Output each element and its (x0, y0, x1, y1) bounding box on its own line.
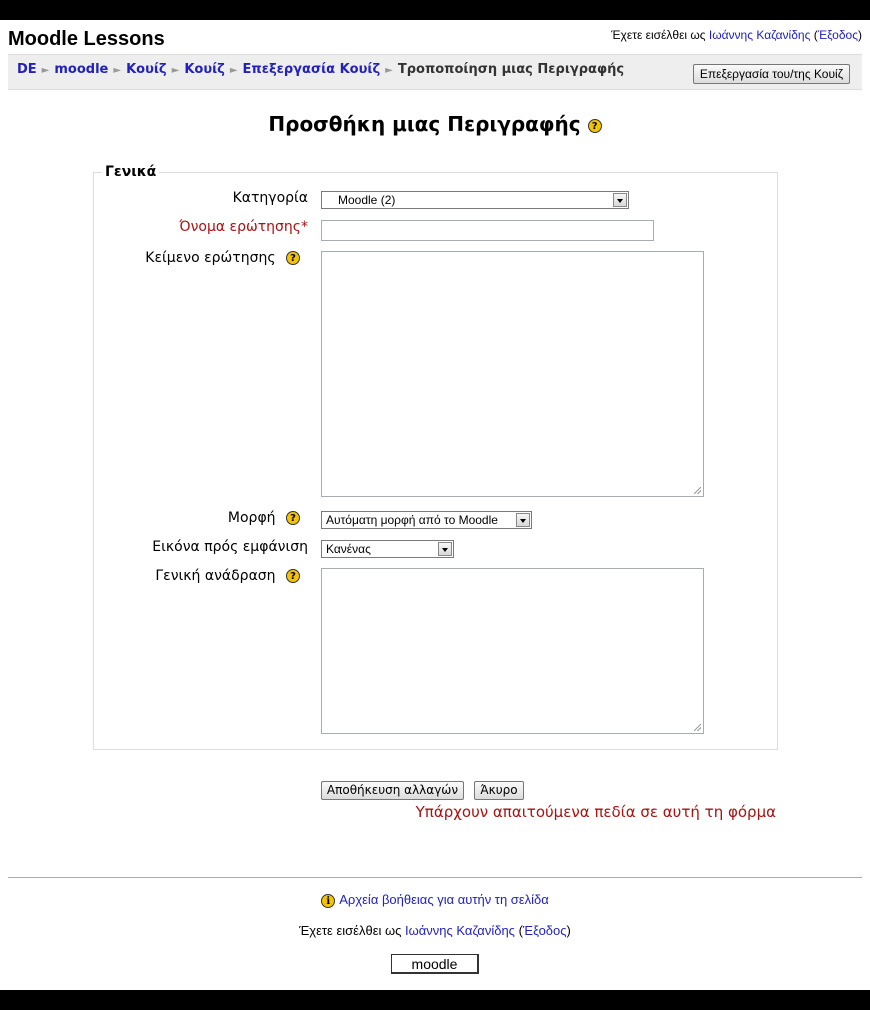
question-mark-icon[interactable]: ? (286, 569, 300, 583)
question-text-label (145, 250, 300, 266)
question-mark-icon[interactable]: ? (286, 251, 300, 265)
page-title (0, 112, 870, 136)
question-text-area[interactable] (321, 251, 704, 497)
login-info-bottom (0, 923, 870, 938)
login-info-top (611, 28, 862, 42)
breadcrumb-current: Τροποποίηση μιας Περιγραφής (397, 62, 625, 77)
info-icon: i (321, 894, 335, 908)
breadcrumb-quiz-list[interactable]: Κουίζ (126, 62, 167, 77)
breadcrumb-separator-icon: ► (385, 65, 393, 76)
category-label: Κατηγορία (232, 190, 308, 206)
general-feedback-area[interactable] (321, 568, 704, 734)
logout-open: ( (810, 28, 818, 42)
breadcrumb-edit-quiz[interactable]: Επεξεργασία Κουίζ (242, 62, 381, 77)
chevron-down-icon (516, 513, 530, 527)
breadcrumb-separator-icon: ► (229, 65, 238, 76)
breadcrumb-separator-icon: ► (41, 65, 50, 76)
breadcrumb-de[interactable]: DE (17, 62, 37, 77)
general-feedback-label-text: Γενική ανάδραση (155, 568, 276, 584)
navbar (8, 54, 862, 90)
resize-grip-icon[interactable] (694, 487, 701, 494)
chevron-down-icon (438, 542, 452, 556)
breadcrumb-moodle[interactable]: moodle (54, 62, 109, 77)
home-button[interactable]: moodle (391, 954, 479, 974)
logout-close: ) (858, 28, 862, 42)
question-text-label-text: Κείμενο ερώτησης (145, 250, 276, 266)
format-select-value: Αυτόματη μορφή από το Moodle (326, 513, 498, 527)
cancel-button[interactable]: Άκυρο (474, 781, 524, 800)
footer-logout-close: ) (566, 923, 571, 938)
site-title: Moodle Lessons (8, 28, 165, 50)
resize-grip-icon[interactable] (694, 724, 701, 731)
required-fields-note: Υπάρχουν απαιτούμενα πεδία σε αυτή τη φόρμα (415, 803, 776, 821)
breadcrumb-separator-icon: ► (171, 65, 180, 76)
footer-logout-open: ( (514, 923, 523, 938)
edit-quiz-button[interactable]: Επεξεργασία του/της Κουίζ (693, 64, 850, 84)
breadcrumb-quiz[interactable]: Κουίζ (184, 62, 225, 77)
image-select[interactable] (321, 540, 454, 558)
format-label-text: Μορφή (227, 510, 276, 526)
format-select[interactable] (321, 511, 532, 529)
login-prefix: Έχετε εισέλθει ως (611, 28, 709, 42)
user-name-link[interactable]: Ιωάννης Καζανίδης (708, 28, 811, 42)
general-legend: Γενικά (105, 164, 157, 180)
page-title-text: Προσθήκη μιας Περιγραφής (268, 112, 581, 136)
breadcrumb-separator-icon: ► (113, 65, 122, 76)
save-changes-button[interactable]: Αποθήκευση αλλαγών (321, 781, 464, 800)
image-label: Εικόνα πρός εμφάνιση (152, 539, 308, 555)
page (0, 20, 870, 990)
footer-user-name-link[interactable]: Ιωάννης Καζανίδης (405, 923, 515, 938)
image-select-value: Κανένας (326, 542, 371, 556)
breadcrumb (17, 62, 624, 77)
question-mark-icon[interactable]: ? (588, 119, 602, 133)
question-mark-icon[interactable]: ? (286, 511, 300, 525)
logout-link[interactable]: Έξοδος (817, 28, 858, 42)
category-select-value: Moodle (2) (338, 193, 396, 207)
question-name-input[interactable] (321, 220, 654, 241)
help-docs (0, 892, 870, 908)
question-name-label: Όνομα ερώτησης* (179, 219, 308, 235)
format-label (228, 510, 300, 526)
general-feedback-label (155, 568, 300, 584)
footer-login-prefix: Έχετε εισέλθει ως (299, 923, 406, 938)
chevron-down-icon (613, 193, 627, 207)
footer-logout-link[interactable]: Έξοδος (522, 923, 567, 938)
category-select[interactable] (321, 191, 629, 209)
footer-divider (8, 877, 862, 878)
help-docs-link[interactable]: Αρχεία βοήθειας για αυτήν τη σελίδα (339, 892, 549, 907)
